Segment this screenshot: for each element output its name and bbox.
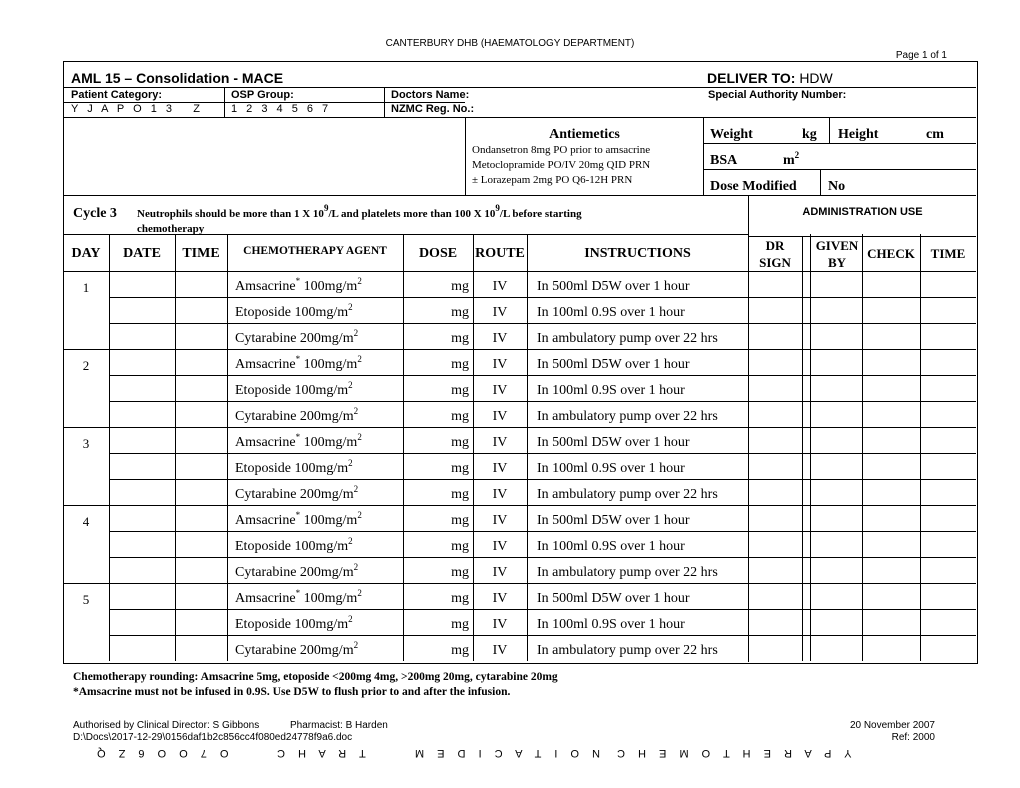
instructions: In ambulatory pump over 22 hrs xyxy=(537,331,718,346)
route: IV xyxy=(492,539,508,554)
instructions: In 500ml D5W over 1 hour xyxy=(537,279,690,294)
route: IV xyxy=(492,383,508,398)
chemotherapy-agent: Amsacrine* $100mg/m^2$ xyxy=(235,432,362,450)
dose-modified-value: No xyxy=(828,179,846,194)
deliver-to-value: HDW xyxy=(799,70,833,86)
dose-unit: mg xyxy=(451,643,469,658)
chart-code-number: O 7 O O 6 Z Q xyxy=(92,747,229,759)
chemotherapy-agent: Cytarabine $200mg/m^2$ xyxy=(235,328,359,346)
instructions: In 100ml 0.9S over 1 hour xyxy=(537,383,685,398)
chemotherapy-agent: Etoposide $100mg/m^2$ xyxy=(235,302,353,320)
col-sign: SIGN xyxy=(759,255,791,270)
col-by: BY xyxy=(827,255,847,270)
antiemetics-title: Antiemetics xyxy=(549,127,620,142)
osp-group-code: 1 2 3 4 5 6 7 xyxy=(231,103,332,115)
department-header: CANTERBURY DHB (HAEMATOLOGY DEPARTMENT) xyxy=(385,38,635,49)
route: IV xyxy=(492,643,508,658)
route: IV xyxy=(492,617,508,632)
cycle-note-cont: chemotherapy xyxy=(137,223,205,235)
chemotherapy-agent: Etoposide $100mg/m^2$ xyxy=(235,380,353,398)
chemotherapy-agent: Cytarabine $200mg/m^2$ xyxy=(235,562,359,580)
document-ref: Ref: 2000 xyxy=(891,732,935,743)
route: IV xyxy=(492,513,508,528)
dose-unit: mg xyxy=(451,305,469,320)
chart-code-chart: T R A H C xyxy=(272,747,366,759)
chemotherapy-agent: Amsacrine* $100mg/m^2$ xyxy=(235,276,362,294)
instructions: In ambulatory pump over 22 hrs xyxy=(537,409,718,424)
instructions: In 100ml 0.9S over 1 hour xyxy=(537,539,685,554)
dose-unit: mg xyxy=(451,487,469,502)
col-dose: DOSE xyxy=(418,246,458,261)
special-authority-label: Special Authority Number: xyxy=(708,89,847,101)
protocol-title: AML 15 – Consolidation - MACE xyxy=(71,70,284,86)
antiemetic-line: ± Lorazepam 2mg PO Q6-12H PRN xyxy=(472,174,633,186)
dose-unit: mg xyxy=(451,331,469,346)
document-path: D:\Docs\2017-12-29\0156daf1b2c856cc4f080ed24778f9a6.doc xyxy=(73,732,353,743)
dose-unit: mg xyxy=(451,357,469,372)
cycle-note: Neutrophils should be more than 1 X $10^9/L$ and platelets more than 100 X $10^9/L$ before starting xyxy=(137,203,582,220)
instructions: In 500ml D5W over 1 hour xyxy=(537,435,690,450)
antiemetic-line: Metoclopramide PO/IV 20mg QID PRN xyxy=(472,159,651,171)
dose-unit: mg xyxy=(451,279,469,294)
height-label: Height xyxy=(838,127,879,142)
col-route: ROUTE xyxy=(475,246,525,261)
route: IV xyxy=(492,565,508,580)
rounding-note: Chemotherapy rounding: Amsacrine 5mg, etoposide <200mg 4mg, >200mg 20mg, cytarabine 20mg xyxy=(73,671,558,683)
instructions: In 100ml 0.9S over 1 hour xyxy=(537,617,685,632)
doctors-name-label: Doctors Name: xyxy=(391,89,470,101)
antiemetic-line: Ondansetron 8mg PO prior to amsacrine xyxy=(472,144,651,156)
day-number: 4 xyxy=(82,514,90,529)
weight-label: Weight xyxy=(710,127,753,142)
deliver-to xyxy=(707,70,833,86)
chemotherapy-agent: Etoposide $100mg/m^2$ xyxy=(235,536,353,554)
instructions: In 500ml D5W over 1 hour xyxy=(537,513,690,528)
chemotherapy-agent: Cytarabine $200mg/m^2$ xyxy=(235,484,359,502)
route: IV xyxy=(492,487,508,502)
day-number: 3 xyxy=(82,436,90,451)
bsa-unit: $m^2$ xyxy=(783,150,800,168)
col-agent: CHEMOTHERAPY AGENT xyxy=(243,245,387,257)
chemotherapy-agent: Amsacrine* $100mg/m^2$ xyxy=(235,354,362,372)
col-date: DATE xyxy=(123,246,161,261)
patient-category-label: Patient Category: xyxy=(71,89,163,101)
administration-use-label: ADMINISTRATION USE xyxy=(802,206,923,218)
instructions: In 100ml 0.9S over 1 hour xyxy=(537,305,685,320)
dose-unit: mg xyxy=(451,461,469,476)
bsa-label: BSA xyxy=(710,153,738,168)
dose-unit: mg xyxy=(451,591,469,606)
weight-unit: kg xyxy=(802,127,817,142)
chemotherapy-agent: Cytarabine $200mg/m^2$ xyxy=(235,640,359,658)
osp-group-label: OSP Group: xyxy=(231,89,294,101)
route: IV xyxy=(492,331,508,346)
dose-modified-label: Dose Modified xyxy=(710,179,797,194)
dose-unit: mg xyxy=(451,513,469,528)
col-time: TIME xyxy=(182,246,220,261)
col-time-given: TIME xyxy=(930,246,966,261)
route: IV xyxy=(492,357,508,372)
dose-unit: mg xyxy=(451,383,469,398)
route: IV xyxy=(492,409,508,424)
nzmc-reg-label: NZMC Reg. No.: xyxy=(391,103,475,115)
chemotherapy-agent: Cytarabine $200mg/m^2$ xyxy=(235,406,359,424)
chemotherapy-agent: Etoposide $100mg/m^2$ xyxy=(235,458,353,476)
day-number: 5 xyxy=(82,592,90,607)
chemotherapy-agent: Amsacrine* $100mg/m^2$ xyxy=(235,510,362,528)
col-day: DAY xyxy=(71,246,101,261)
route: IV xyxy=(492,461,508,476)
amsacrine-note: *Amsacrine must not be infused in 0.9S. Use D5W to flush prior to and after the infusion. xyxy=(73,686,511,698)
chart-code-medication: N O I T A C I D E M xyxy=(410,747,600,759)
instructions: In ambulatory pump over 22 hrs xyxy=(537,565,718,580)
route: IV xyxy=(492,305,508,320)
route: IV xyxy=(492,591,508,606)
dose-unit: mg xyxy=(451,409,469,424)
pharmacist: Pharmacist: B Harden xyxy=(290,720,388,731)
instructions: In ambulatory pump over 22 hrs xyxy=(537,487,718,502)
col-instructions: INSTRUCTIONS xyxy=(584,246,691,261)
col-given: GIVEN xyxy=(815,238,859,253)
instructions: In ambulatory pump over 22 hrs xyxy=(537,643,718,658)
route: IV xyxy=(492,279,508,294)
cycle-label: Cycle 3 xyxy=(73,206,117,221)
instructions: In 500ml D5W over 1 hour xyxy=(537,357,690,372)
dose-unit: mg xyxy=(451,539,469,554)
dose-unit: mg xyxy=(451,435,469,450)
dose-unit: mg xyxy=(451,617,469,632)
instructions: In 500ml D5W over 1 hour xyxy=(537,591,690,606)
day-number: 2 xyxy=(82,358,90,373)
document-date: 20 November 2007 xyxy=(849,720,935,731)
deliver-to-label: DELIVER TO: xyxy=(707,70,796,86)
col-dr: DR xyxy=(765,238,785,253)
dose-unit: mg xyxy=(451,565,469,580)
chemotherapy-agent: Amsacrine* $100mg/m^2$ xyxy=(235,588,362,606)
instructions: In 100ml 0.9S over 1 hour xyxy=(537,461,685,476)
page-number: Page 1 of 1 xyxy=(895,50,947,61)
col-check: CHECK xyxy=(867,246,915,261)
authorised-by: Authorised by Clinical Director: S Gibbons xyxy=(73,720,260,731)
day-number: 1 xyxy=(82,280,90,295)
chart-code-chemotherapy: Y P A R E H T O M E H C xyxy=(612,747,852,759)
patient-category-code: Y J A P O 1 3 Z xyxy=(71,103,203,115)
chemotherapy-agent: Etoposide $100mg/m^2$ xyxy=(235,614,353,632)
route: IV xyxy=(492,435,508,450)
height-unit: cm xyxy=(926,127,944,142)
